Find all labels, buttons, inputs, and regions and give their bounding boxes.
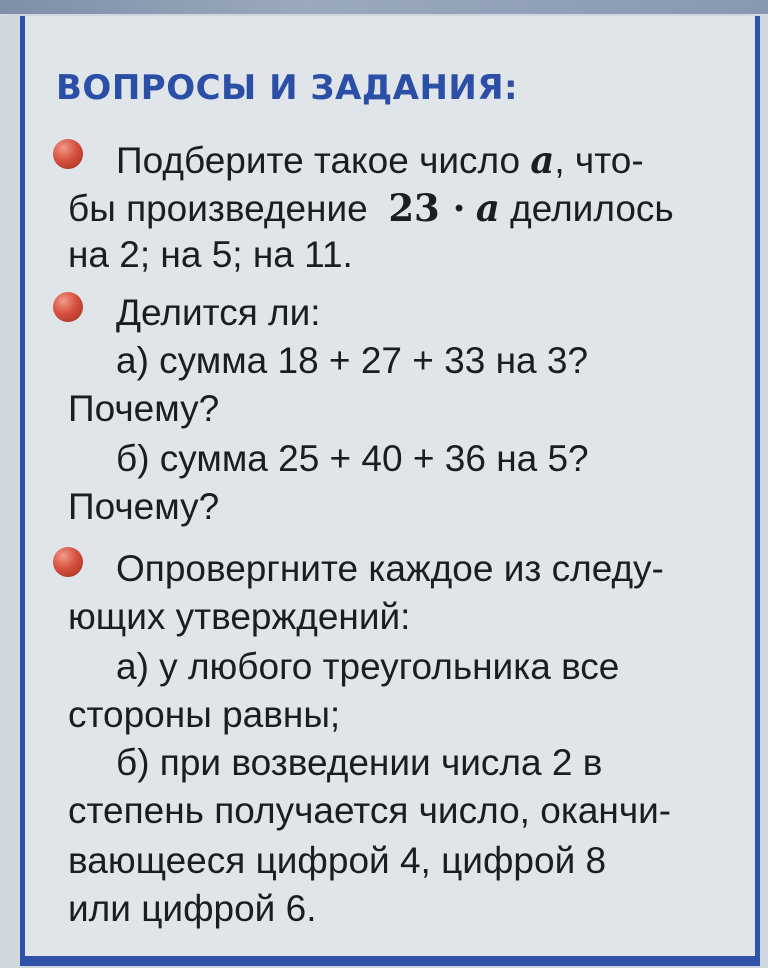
task3-line7: вающееся цифрой 4, цифрой 8	[68, 840, 607, 881]
top-page-strip	[0, 0, 768, 14]
product-expression: 23 ·	[388, 186, 466, 230]
task3-line6: степень получается число, оканчи-	[68, 790, 672, 831]
task2-line1: Делится ли:	[116, 292, 321, 333]
bullet-icon	[53, 139, 83, 169]
variable-a-2: a	[475, 186, 500, 230]
task1-text-d: делилось	[510, 188, 674, 229]
task2-line4: б) сумма 25 + 40 + 36 на 5?	[116, 438, 589, 479]
task1-line1	[116, 138, 644, 182]
task3-line5: б) при возведении числа 2 в	[116, 742, 603, 783]
task2-line2: а) сумма 18 + 27 + 33 на 3?	[116, 340, 589, 381]
task2-line3: Почему?	[68, 388, 220, 429]
bullet-icon	[53, 292, 83, 322]
task3-line4: стороны равны;	[68, 694, 341, 735]
task1-text-c: бы произведение	[68, 188, 368, 229]
bullet-icon	[53, 547, 83, 577]
task3-line3: а) у любого треугольника все	[116, 646, 620, 687]
section-heading: ВОПРОСЫ И ЗАДАНИЯ:	[56, 68, 519, 108]
task3-line2: ющих утверждений:	[68, 596, 411, 637]
task1-text-a: Подберите такое число	[116, 140, 521, 181]
task3-line1: Опровергните каждое из следу-	[116, 548, 664, 589]
task2-line5: Почему?	[68, 486, 220, 527]
variable-a: a	[530, 138, 555, 182]
task1-line2	[68, 186, 674, 230]
task1-line3: на 2; на 5; на 11.	[68, 234, 353, 275]
task3-line8: или цифрой 6.	[68, 888, 317, 929]
task1-text-b: , что-	[554, 140, 644, 181]
